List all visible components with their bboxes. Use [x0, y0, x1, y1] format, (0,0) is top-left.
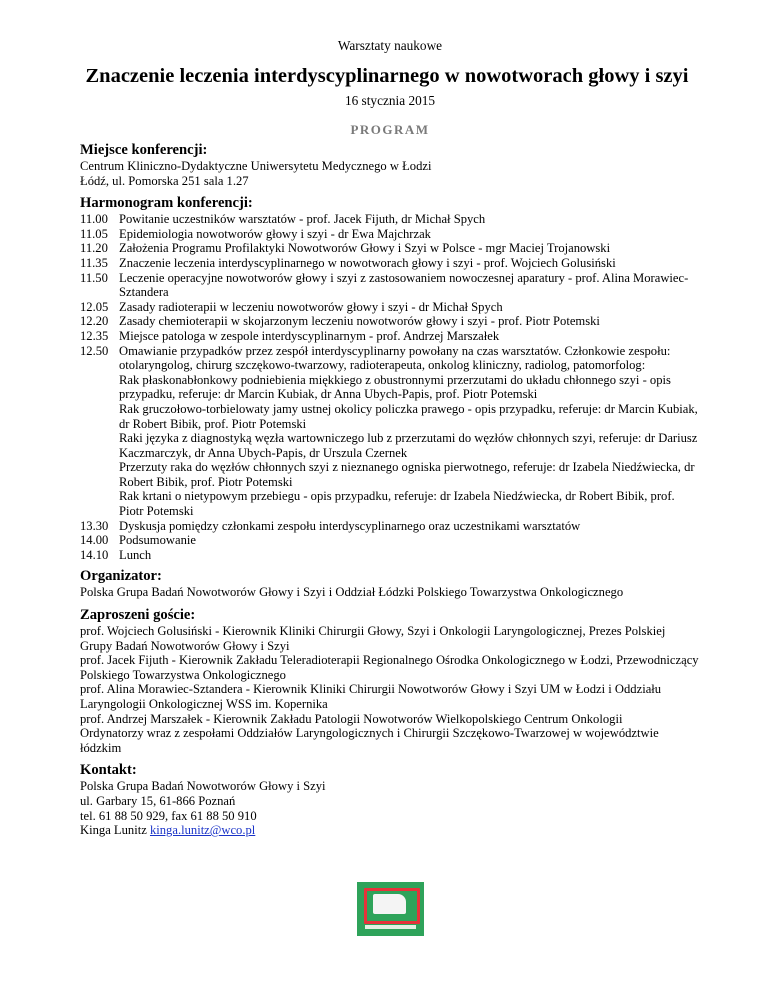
schedule-item [80, 344, 700, 373]
schedule-text: Podsumowanie [119, 533, 196, 548]
guest-entry: prof. Wojciech Golusiński - Kierownik Kliniki Chirurgii Głowy, Szyi i Onkologii Laryngologicznej, Prezes Polskiej Grupy Badań Nowotworów Głowy i Szyi [80, 624, 666, 653]
schedule-item [80, 212, 700, 227]
schedule-item [80, 227, 700, 242]
contact-heading: Kontakt: [80, 762, 137, 779]
case-item: Rak gruczołowo-torbielowaty jamy ustnej okolicy policzka prawego - opis przypadku, referuje: dr Marcin Kubiak, dr Robert Bibik, prof. Piotr Potemski [119, 401, 698, 431]
contact-name: Kinga Lunitz [80, 823, 147, 838]
event-type: Warsztaty naukowe [337, 38, 443, 53]
logo-caption-strip [365, 925, 416, 929]
schedule-time: 11.05 [80, 226, 108, 241]
venue-section [80, 142, 700, 188]
schedule-heading: Harmonogram konferencji: [80, 195, 253, 212]
organizer-text: Polska Grupa Badań Nowotworów Głowy i Szyi i Oddział Łódzki Polskiego Towarzystwa Onkologicznego [80, 585, 624, 600]
venue-line: Centrum Kliniczno-Dydaktyczne Uniwersytetu Medycznego w Łodzi [80, 159, 432, 173]
contact-line: Polska Grupa Badań Nowotworów Głowy i Szyi [80, 779, 326, 794]
guest-entry: prof. Jacek Fijuth - Kierownik Zakładu Teleradioterapii Regionalnego Ośrodka Onkologicznego w Łodzi, Przewodniczący Polskiego Towarzystwa Onkologicznego [80, 653, 699, 682]
case-item: Rak krtani o nietypowym przebiegu - opis przypadku, referuje: dr Izabela Niedźwiecka, dr Robert Bibik, prof. Piotr Potemski [119, 489, 675, 519]
schedule-time: 12.05 [80, 299, 109, 314]
schedule-item [80, 256, 700, 271]
case-item: Raki języka z diagnostyką węzła wartowniczego lub z przerzutami do węzłów chłonnych szyi, referuje: dr Dariusz Kaczmarczyk, dr Anna Ubych-Papis, dr Urszula Czernek [119, 431, 698, 460]
schedule-text: Zasady chemioterapii w skojarzonym leczeniu nowotworów głowy i szyi - prof. Piotr Potemski [119, 314, 600, 329]
case-item: Rak płaskonabłonkowy podniebienia miękkiego z obustronnymi przerzutami do układu chłonnego szyi - opis przypadku, referuje: dr Marcin Kubiak, dr Anna Ubych-Papis, prof. Piotr Potemski [119, 372, 671, 402]
page-title: Znaczenie leczenia interdyscyplinarnego w nowotworach głowy i szyi [85, 65, 689, 87]
schedule-text: Lunch [119, 547, 152, 562]
schedule-item [80, 548, 700, 563]
schedule-section [80, 195, 700, 562]
schedule-time: 14.00 [80, 533, 109, 548]
program-label: PROGRAM [350, 122, 430, 137]
contact-line: tel. 61 88 50 929, fax 61 88 50 910 [80, 808, 257, 823]
schedule-time: 12.35 [80, 328, 109, 343]
guests-section [80, 607, 700, 755]
document-page [80, 38, 700, 838]
guest-entry: prof. Alina Morawiec-Sztandera - Kierownik Kliniki Chirurgii Nowotworów Głowy i Szyi UM w Łodzi i Oddziału Laryngologii Onkologicznej WSS im. Kopernika [80, 682, 662, 711]
schedule-item [80, 300, 700, 315]
contact-email-link[interactable]: kinga.lunitz@wco.pl [149, 823, 256, 838]
organizer-section [80, 568, 700, 600]
schedule-item [80, 533, 700, 548]
schedule-time: 12.50 [80, 343, 109, 358]
schedule-item [80, 241, 700, 256]
event-date: 16 stycznia 2015 [344, 93, 436, 108]
organizer-heading: Organizator: [80, 568, 162, 585]
contact-person [80, 823, 700, 838]
venue-heading: Miejsce konferencji: [80, 142, 208, 158]
schedule-text: Miejsce patologa w zespole interdyscyplinarnym - prof. Andrzej Marszałek [119, 328, 500, 343]
guest-entry: Ordynatorzy wraz z zespołami Oddziałów Laryngologicznych i Chirurgii Szczękowo-Twarzowej w województwie łódzkim [80, 726, 659, 755]
contact-line: ul. Garbary 15, 61-866 Poznań [80, 793, 236, 808]
schedule-text: Znaczenie leczenia interdyscyplinarnego w nowotworach głowy i szyi - prof. Wojciech Golusiński [119, 255, 616, 270]
schedule-text: Omawianie przypadków przez zespół interdyscyplinarny powołany na czas warsztatów. Członkowie zespołu: otolaryngolog, chirurg szczękowo-twarzowy, radioterapeuta, onkolog kliniczny, radiolog, patomorfolog: [119, 343, 671, 373]
guest-entry: prof. Andrzej Marszałek - Kierownik Zakładu Patologii Nowotworów Wielkopolskiego Centrum Onkologii [80, 711, 623, 726]
schedule-item [80, 271, 700, 300]
contact-section [80, 762, 700, 837]
schedule-text: Dyskusja pomiędzy członkami zespołu interdyscyplinarnego oraz uczestnikami warsztatów [119, 518, 581, 533]
schedule-time: 12.20 [80, 314, 109, 329]
schedule-time: 14.10 [80, 547, 109, 562]
schedule-item [80, 314, 700, 329]
schedule-text: Założenia Programu Profilaktyki Nowotworów Głowy i Szyi w Polsce - mgr Maciej Trojanowski [119, 241, 611, 256]
schedule-item [80, 329, 700, 344]
case-item: Przerzuty raka do węzłów chłonnych szyi z nieznanego ogniska pierwotnego, referuje: dr Izabela Niedźwiecka, dr Robert Bibik, prof. Piotr Potemski [119, 460, 695, 489]
schedule-text: Leczenie operacyjne nowotworów głowy i szyi z zastosowaniem nowoczesnej aparatury - prof. Alina Morawiec-Sztandera [119, 270, 689, 300]
guests-heading: Zaproszeni goście: [80, 607, 196, 624]
schedule-item [80, 519, 700, 534]
schedule-time: 11.35 [80, 255, 108, 270]
schedule-time: 13.30 [80, 518, 109, 533]
schedule-time: 11.00 [80, 212, 108, 227]
logo-shape [373, 894, 406, 914]
schedule-text: Powitanie uczestników warsztatów - prof. Jacek Fijuth, dr Michał Spych [119, 212, 486, 227]
schedule-text: Epidemiologia nowotworów głowy i szyi - dr Ewa Majchrzak [119, 226, 431, 241]
venue-line: Łódź, ul. Pomorska 251 sala 1.27 [80, 173, 249, 188]
schedule-time: 11.50 [80, 270, 108, 285]
program-logo-icon [357, 882, 424, 936]
schedule-time: 11.20 [80, 241, 108, 256]
schedule-text: Zasady radioterapii w leczeniu nowotworów głowy i szyi - dr Michał Spych [119, 299, 503, 314]
